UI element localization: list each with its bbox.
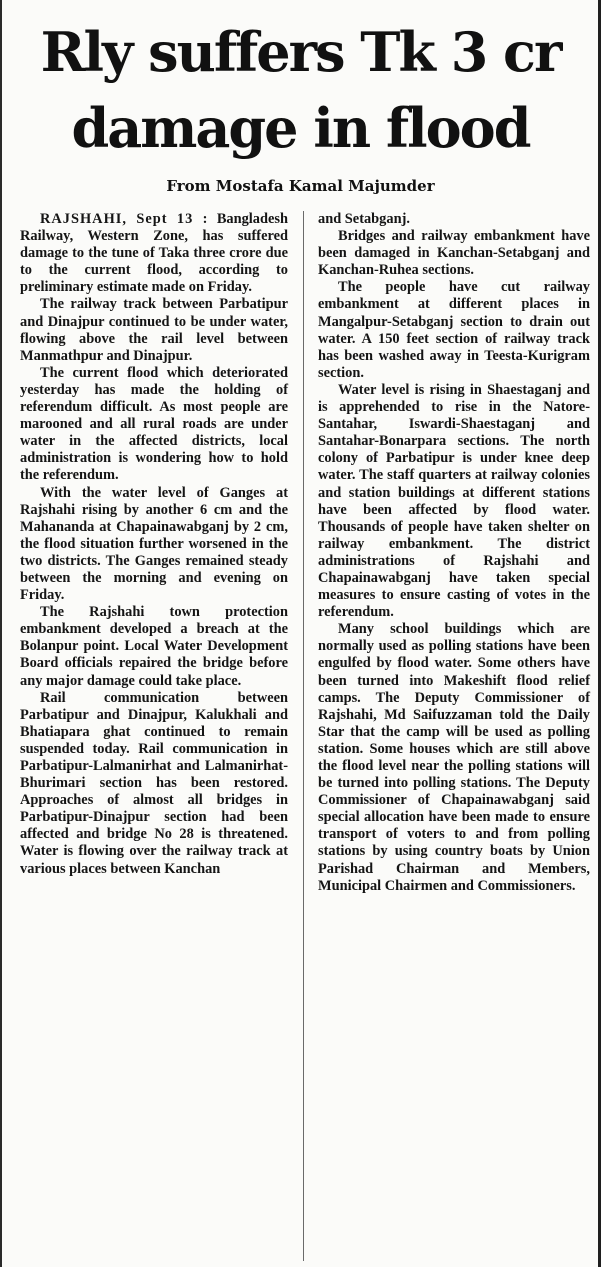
paragraph-5: The Rajshahi town protection embankment developed a breach at the Bolanpur point. Local Water Development Board officials repaired the bridge before any major damage could take place. xyxy=(20,604,288,689)
byline: From Mostafa Kamal Majumder xyxy=(166,177,435,195)
paragraph-8: The people have cut railway embankment at different places in Mangalpur-Setabganj section to drain out water. A 150 feet section of railway track has been washed away in Teesta-Kurigram section. xyxy=(318,279,590,381)
paragraph-7: Bridges and railway embankment have been damaged in Kanchan-Setabganj and Kanchan-Ruhea sections. xyxy=(318,228,590,279)
left-column xyxy=(20,211,288,878)
continuation-line: and Setabganj. xyxy=(318,211,410,227)
right-column xyxy=(318,211,590,895)
column-divider xyxy=(303,211,304,1261)
paragraph-1-text: Bangladesh Railway, Western Zone, has suffered damage to the tune of Taka three crore due to the current flood, according to preliminary estimate made on Friday. xyxy=(20,211,288,296)
paragraph-1 xyxy=(20,211,288,296)
headline-line-1: Rly suffers Tk 3 cr xyxy=(40,20,561,84)
paragraph-2: The railway track between Parbatipur and Dinajpur continued to be under water, flowing above the rail level between Manmathpur and Dinajpur. xyxy=(20,296,288,364)
paragraph-9: Water level is rising in Shaestaganj and is apprehended to rise in the Natore-Santahar, Iswardi-Shaestaganj and Santahar-Bonarpara sections. The north colony of Parbatipur is under knee deep water. The staff quarters at railway colonies and station buildings at different stations have been affected by flood water. Thousands of people have taken shelter on railway embankment. The district administrations of Rajshahi and Chapainawabganj have taken special measures to ensure casting of votes in the referendum. xyxy=(318,381,590,621)
paragraph-10: Many school buildings which are normally used as polling stations have been engulfed by flood water. Some others have been turned into Makeshift flood relief camps. The Deputy Commissioner of Rajshahi, Md Saifuzzaman told the Daily Star that the camp will be used as polling station. Some houses which are still above the flood level near the polling stations will be turned into polling stations. The Deputy Commissioner of Chapainawabganj said special allocation have been made to ensure transport of voters to and from polling stations by using country boats by Union Parishad Chairman and Members, Municipal Chairmen and Commissioners. xyxy=(318,621,590,894)
headline-line-2: damage in flood xyxy=(71,96,530,160)
paragraph-3: The current flood which deteriorated yesterday has made the holding of referendum difficult. As most people are marooned and all rural roads are under water in the affected districts, local administration is wondering how to hold the referendum. xyxy=(20,364,288,484)
paragraph-6: Rail communication between Parbatipur and Dinajpur, Kalukhali and Bhatiapara ghat continued to remain suspended today. Rail communication in Parbatipur-Lalmanirhat and Lalmanirhat-Bhurimari section has been restored. Approaches of almost all bridges in Parbatipur-Dinajpur section had been affected and bridge No 28 is threatened. Water is flowing over the railway track at various places between Kanchan xyxy=(20,689,288,877)
dateline: RAJSHAHI, Sept 13 : xyxy=(40,211,209,227)
paragraph-4: With the water level of Ganges at Rajshahi rising by another 6 cm and the Mahananda at Chapainawabganj by 2 cm, the flood situation further worsened in the two districts. The Ganges remained steady between the morning and evening on Friday. xyxy=(20,484,288,604)
